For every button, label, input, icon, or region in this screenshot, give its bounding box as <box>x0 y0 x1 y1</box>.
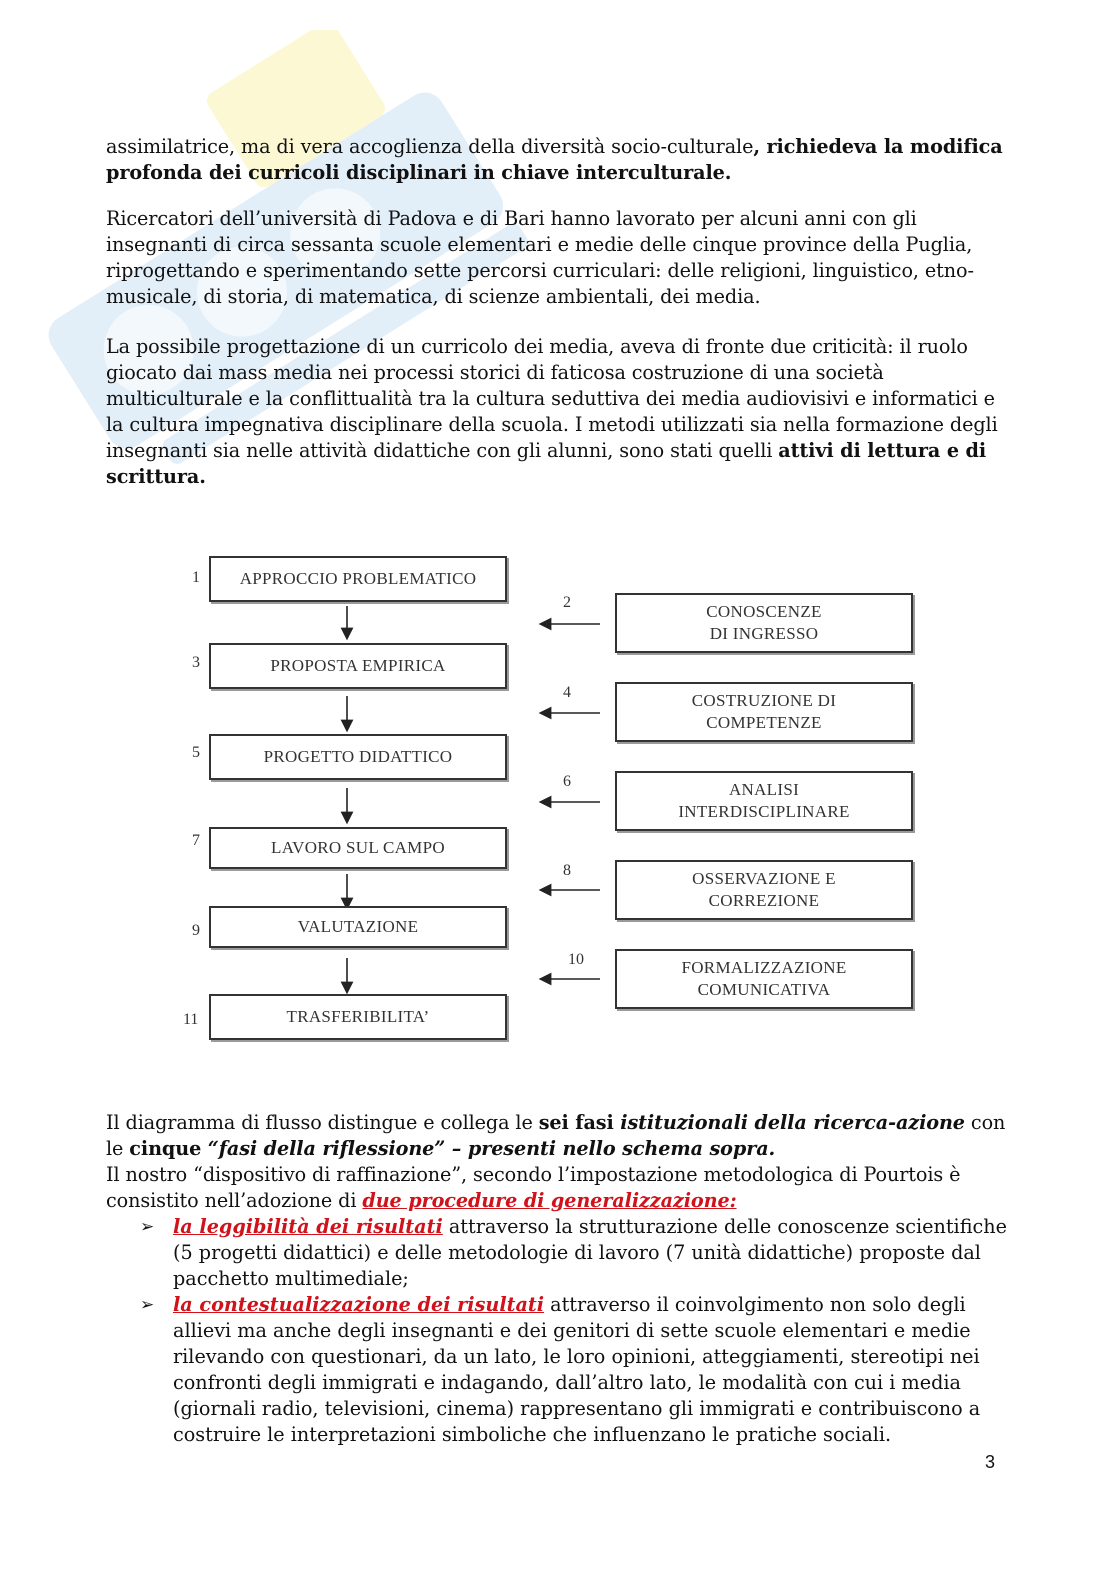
step-number-7: 7 <box>192 832 200 849</box>
step-box-2 <box>615 593 913 653</box>
paragraph-4-bold-b: sei fasi <box>538 1111 621 1134</box>
step-box-4-line2: COMPETENZE <box>706 713 822 732</box>
step-box-4 <box>615 682 913 742</box>
step-number-5: 5 <box>192 744 200 761</box>
step-box-1: APPROCCIO PROBLEMATICO <box>209 556 507 602</box>
paragraph-1-text: assimilatrice, ma di vera accoglienza della diversità socio-culturale <box>106 135 754 158</box>
flow-diagram <box>175 548 935 1048</box>
step-box-9: VALUTAZIONE <box>209 906 507 948</box>
paragraph-4-bold-italic-c: istituzionali della ricerca-azione <box>620 1111 965 1134</box>
paragraph-2: Ricercatori dell’università di Padova e di Bari hanno lavorato per alcuni anni con gli insegnanti di circa sessanta scuole elementari e medie delle cinque province della Puglia, riprogettando e sperimentando sette percorsi curriculari: delle religioni, linguistico, etno-musicale, di storia, di matematica, di scienze ambientali, dei media. <box>106 207 974 308</box>
paragraph-3 <box>106 334 1006 490</box>
step-box-2-line1: CONOSCENZE <box>706 602 822 621</box>
paragraph-1 <box>106 134 1006 186</box>
step-box-10-line1: FORMALIZZAZIONE <box>681 958 847 977</box>
paragraph-5-highlight: due procedure di generalizzazione: <box>362 1189 737 1212</box>
step-box-10-line2: COMUNICATIVA <box>697 980 831 999</box>
step-box-5: PROGETTO DIDATTICO <box>209 734 507 780</box>
paragraph-4-text-d: con le <box>106 1111 1006 1160</box>
generalization-list <box>106 1214 1016 1448</box>
step-box-6-line1: ANALISI <box>728 780 800 799</box>
page-number: 3 <box>985 1452 996 1472</box>
list-item-2-highlight: la contestualizzazione dei risultati <box>173 1293 545 1316</box>
step-box-8 <box>615 860 913 920</box>
arrow-bullet-icon: ➢ <box>140 1217 155 1237</box>
step-box-2-line2: DI INGRESSO <box>709 624 819 643</box>
list-item-2-text: attraverso il coinvolgimento non solo degli allievi ma anche degli insegnanti e dei genitori di sette scuole elementari e medie rilevando con questionari, da un lato, le loro opinioni, atteggiamenti, stereotipi nei confronti degli immigrati e indagando, dall’altro lato, le modalità con cui i media (giornali radio, televisioni, cinema) rappresentano gli immigrati e contribuiscono a costruire le interpretazioni simboliche che influenzano le pratiche sociali. <box>173 1293 981 1446</box>
list-item <box>106 1214 1016 1292</box>
step-box-4-line1: COSTRUZIONE DI <box>691 691 837 710</box>
paragraph-3-bold: attivi di lettura e di scrittura. <box>106 439 987 488</box>
step-box-6 <box>615 771 913 831</box>
list-item-1-text: attraverso la strutturazione delle conoscenze scientifiche (5 progetti didattici) e delle metodologie di lavoro (7 unità didattiche) proposte dal pacchetto multimediale; <box>173 1215 1007 1290</box>
step-number-3: 3 <box>192 654 200 671</box>
step-number-4: 4 <box>563 684 571 701</box>
paragraph-4 <box>106 1110 1006 1162</box>
step-box-7: LAVORO SUL CAMPO <box>209 827 507 869</box>
step-box-11: TRASFERIBILITA’ <box>209 994 507 1040</box>
list-item <box>106 1292 1016 1448</box>
step-box-8-line2: CORREZIONE <box>708 891 820 910</box>
paragraph-1-bold: , richiedeva la modifica profonda dei curricoli disciplinari in chiave interculturale. <box>106 135 1003 184</box>
list-item-1-highlight: la leggibilità dei risultati <box>173 1215 443 1238</box>
step-number-8: 8 <box>563 862 571 879</box>
paragraph-3-text: La possibile progettazione di un curricolo dei media, aveva di fronte due criticità: il ruolo giocato dai mass media nei processi storici di faticosa costruzione di una società multiculturale e la conflittualità tra la cultura seduttiva dei media audiovisivi e informatici e la cultura impegnativa disciplinare della scuola. I metodi utilizzati sia nella formazione degli insegnanti sia nelle attività didattiche con gli alunni, sono stati quelli <box>106 335 998 462</box>
step-number-2: 2 <box>563 594 571 611</box>
paragraph-4-bold-e: cinque <box>129 1137 208 1160</box>
paragraph-5 <box>106 1162 1006 1214</box>
step-box-8-line1: OSSERVAZIONE E <box>692 869 836 888</box>
step-number-11: 11 <box>183 1011 199 1028</box>
arrow-bullet-icon: ➢ <box>140 1295 155 1315</box>
step-number-6: 6 <box>563 773 571 790</box>
step-box-6-line2: INTERDISCIPLINARE <box>678 802 850 821</box>
step-box-3: PROPOSTA EMPIRICA <box>209 643 507 689</box>
step-number-1: 1 <box>192 569 200 586</box>
paragraph-4-bold-italic-f: “fasi della riflessione” – presenti nello schema sopra. <box>207 1137 776 1160</box>
paragraph-5-text: Il nostro “dispositivo di raffinazione”, secondo l’impostazione metodologica di Pourtois è consistito nell’adozione di <box>106 1163 961 1212</box>
step-number-10: 10 <box>568 951 584 968</box>
step-box-10 <box>615 949 913 1009</box>
paragraph-4-text-a: Il diagramma di flusso distingue e collega le <box>106 1111 539 1134</box>
step-number-9: 9 <box>192 922 200 939</box>
